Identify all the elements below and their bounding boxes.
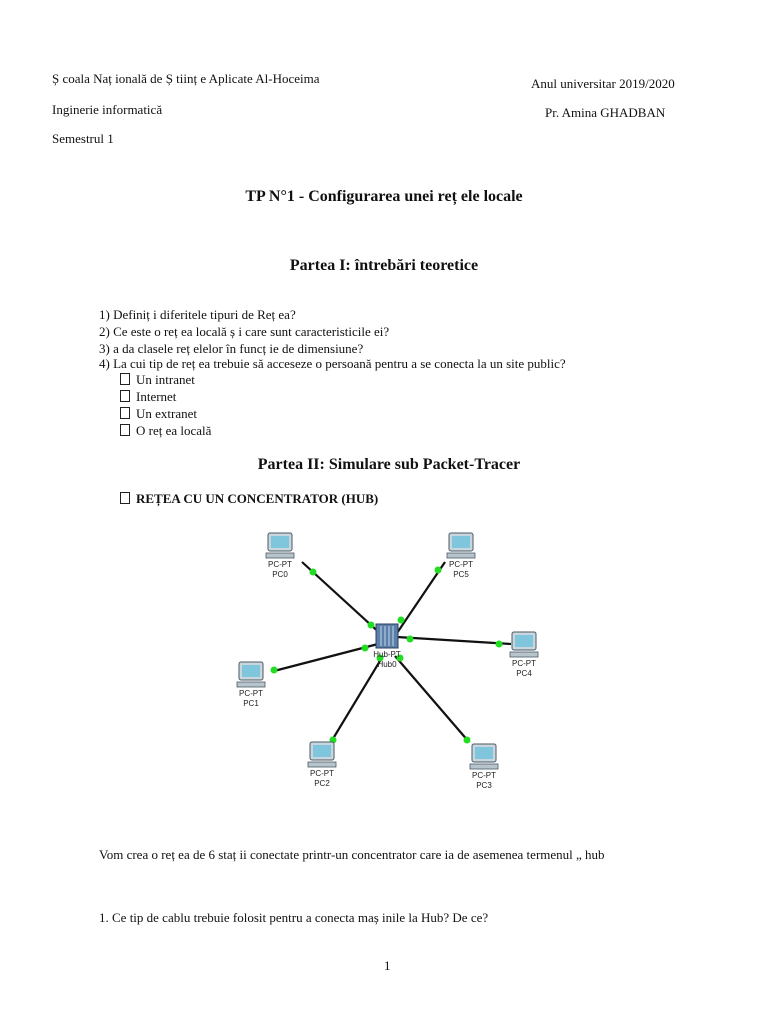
option-internet: Internet xyxy=(120,389,176,405)
hub-name-label: Hub0 xyxy=(377,660,397,669)
pc-type-label: PC-PT xyxy=(239,689,263,698)
pc-node-pc1 xyxy=(237,662,265,708)
network-description: Vom crea o reț ea de 6 staț ii conectate printr-un concentrator care ia de asemenea termenul „ hub xyxy=(99,847,605,862)
semester: Semestrul 1 xyxy=(52,131,114,146)
checkbox-icon xyxy=(120,407,130,419)
pc-type-label: PC-PT xyxy=(512,659,536,668)
cable-pc4 xyxy=(397,637,511,644)
option-local-network: O reț ea locală xyxy=(120,423,211,439)
checkbox-icon xyxy=(120,424,130,436)
link-dot xyxy=(362,645,369,652)
school-name: Ș coala Naț ională de Ș tiinț e Aplicate Al-Hoceima xyxy=(52,71,320,86)
question-3: 3) a da clasele reț elelor în funcț ie de dimensiune? xyxy=(99,341,364,356)
pc-node-pc3 xyxy=(470,744,498,790)
pc-node-pc0 xyxy=(266,533,294,579)
checkbox-icon xyxy=(120,373,130,385)
professor-name: Pr. Amina GHADBAN xyxy=(545,105,666,120)
option-intranet: Un intranet xyxy=(120,372,195,388)
checkbox-icon xyxy=(120,492,130,504)
pc-type-label: PC-PT xyxy=(310,769,334,778)
pc-name-label: PC0 xyxy=(272,570,288,579)
link-dot xyxy=(435,567,442,574)
link-dot xyxy=(310,569,317,576)
link-dot xyxy=(368,622,375,629)
pc-node-pc5 xyxy=(447,533,475,579)
hub-type-label: Hub-PT xyxy=(373,650,401,659)
cable-pc2 xyxy=(331,656,383,742)
link-dot xyxy=(398,617,405,624)
option-extranet: Un extranet xyxy=(120,406,197,422)
checkbox-icon xyxy=(120,390,130,402)
pc-node-pc4 xyxy=(510,632,538,678)
program-name: Inginerie informatică xyxy=(52,102,163,117)
link-dot xyxy=(496,641,503,648)
question-4: 4) La cui tip de reț ea trebuie să acceseze o persoană pentru a se conecta la un site public? xyxy=(99,356,566,371)
pc-type-label: PC-PT xyxy=(268,560,292,569)
pc-name-label: PC2 xyxy=(314,779,330,788)
hub-device xyxy=(373,624,401,669)
part1-heading: Partea I: întrebări teoretice xyxy=(289,257,479,274)
pc-name-label: PC1 xyxy=(243,699,259,708)
pc-type-label: PC-PT xyxy=(472,771,496,780)
link-dot xyxy=(271,667,278,674)
pc-name-label: PC3 xyxy=(476,781,492,790)
academic-year: Anul universitar 2019/2020 xyxy=(531,76,675,91)
section-hub-network: REȚEA CU UN CONCENTRATOR (HUB) xyxy=(120,491,378,507)
pc-name-label: PC5 xyxy=(453,570,469,579)
pc-name-label: PC4 xyxy=(516,669,532,678)
cable-pc3 xyxy=(395,656,469,742)
question-1: 1) Definiț i diferitele tipuri de Reț ea? xyxy=(99,307,296,322)
page-number: 1 xyxy=(384,958,391,973)
link-dot xyxy=(407,636,414,643)
pc-node-pc2 xyxy=(308,742,336,788)
link-dot xyxy=(464,737,471,744)
network-diagram xyxy=(200,520,560,810)
part2-heading: Partea II: Simulare sub Packet-Tracer xyxy=(257,456,521,473)
question-2: 2) Ce este o reț ea locală ș i care sunt caracteristicile ei? xyxy=(99,324,390,339)
document-title: TP N°1 - Configurarea unei reț ele locale xyxy=(245,188,523,205)
pc-type-label: PC-PT xyxy=(449,560,473,569)
cable-question: 1. Ce tip de cablu trebuie folosit pentru a conecta maș inile la Hub? De ce? xyxy=(99,910,489,925)
